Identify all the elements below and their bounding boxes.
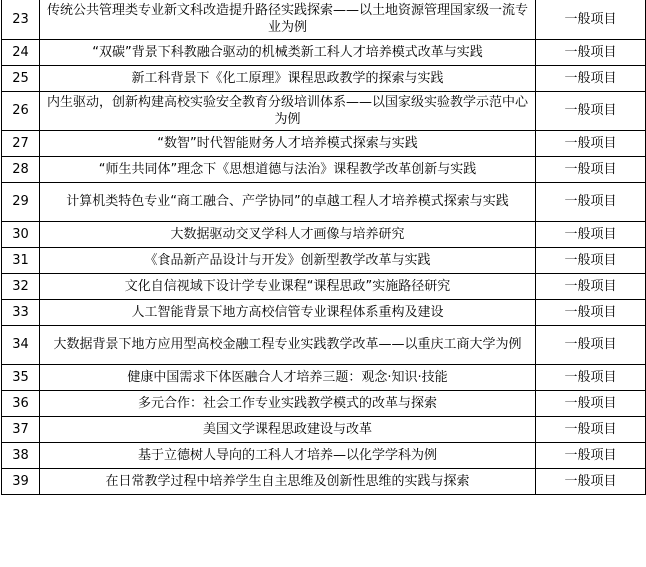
project-title: 基于立德树人导向的工科人才培养—以化学学科为例 [40, 442, 536, 468]
project-category: 一般项目 [536, 65, 646, 91]
project-title: 文化自信视域下设计学专业课程“课程思政”实施路径研究 [40, 273, 536, 299]
project-category: 一般项目 [536, 325, 646, 364]
project-title: 新工科背景下《化工原理》课程思政教学的探索与实践 [40, 65, 536, 91]
row-number: 34 [2, 325, 40, 364]
table-row [2, 325, 646, 364]
row-number: 37 [2, 416, 40, 442]
row-number: 31 [2, 247, 40, 273]
project-category: 一般项目 [536, 91, 646, 130]
row-number: 29 [2, 182, 40, 221]
project-category: 一般项目 [536, 416, 646, 442]
table-row [2, 364, 646, 390]
table-row [2, 65, 646, 91]
table-row [2, 273, 646, 299]
table-row [2, 91, 646, 130]
table-row [2, 221, 646, 247]
project-title: 传统公共管理类专业新文科改造提升路径实践探索——以土地资源管理国家级一流专业为例 [40, 0, 536, 39]
table-row [2, 247, 646, 273]
project-title: 大数据驱动交叉学科人才画像与培养研究 [40, 221, 536, 247]
table-row [2, 299, 646, 325]
table-row [2, 442, 646, 468]
row-number: 32 [2, 273, 40, 299]
row-number: 24 [2, 39, 40, 65]
project-category: 一般项目 [536, 182, 646, 221]
project-category: 一般项目 [536, 273, 646, 299]
project-title: 健康中国需求下体医融合人才培养三题：观念·知识·技能 [40, 364, 536, 390]
table-row [2, 468, 646, 494]
table-row [2, 416, 646, 442]
project-title: 内生驱动，创新构建高校实验安全教育分级培训体系——以国家级实验教学示范中心为例 [40, 91, 536, 130]
project-category: 一般项目 [536, 156, 646, 182]
row-number: 38 [2, 442, 40, 468]
project-category: 一般项目 [536, 390, 646, 416]
row-number: 23 [2, 0, 40, 39]
row-number: 25 [2, 65, 40, 91]
table-row [2, 130, 646, 156]
project-category: 一般项目 [536, 221, 646, 247]
project-title: “师生共同体”理念下《思想道德与法治》课程教学改革创新与实践 [40, 156, 536, 182]
project-category: 一般项目 [536, 468, 646, 494]
project-title: 在日常教学过程中培养学生自主思维及创新性思维的实践与探索 [40, 468, 536, 494]
row-number: 35 [2, 364, 40, 390]
table-row [2, 0, 646, 39]
project-category: 一般项目 [536, 130, 646, 156]
table-row [2, 156, 646, 182]
project-category: 一般项目 [536, 442, 646, 468]
project-title: 《食品新产品设计与开发》创新型教学改革与实践 [40, 247, 536, 273]
table-row [2, 390, 646, 416]
table-row [2, 182, 646, 221]
project-category: 一般项目 [536, 39, 646, 65]
project-category: 一般项目 [536, 364, 646, 390]
project-title: “双碳”背景下科教融合驱动的机械类新工科人才培养模式改革与实践 [40, 39, 536, 65]
project-title: 多元合作：社会工作专业实践教学模式的改革与探索 [40, 390, 536, 416]
project-category: 一般项目 [536, 247, 646, 273]
row-number: 36 [2, 390, 40, 416]
project-title: 人工智能背景下地方高校信管专业课程体系重构及建设 [40, 299, 536, 325]
row-number: 28 [2, 156, 40, 182]
row-number: 39 [2, 468, 40, 494]
row-number: 33 [2, 299, 40, 325]
row-number: 27 [2, 130, 40, 156]
project-title: 计算机类特色专业“商工融合、产学协同”的卓越工程人才培养模式探索与实践 [40, 182, 536, 221]
project-category: 一般项目 [536, 299, 646, 325]
project-title: 大数据背景下地方应用型高校金融工程专业实践教学改革——以重庆工商大学为例 [40, 325, 536, 364]
row-number: 30 [2, 221, 40, 247]
project-title: “数智”时代智能财务人才培养模式探索与实践 [40, 130, 536, 156]
table-row [2, 39, 646, 65]
row-number: 26 [2, 91, 40, 130]
project-title: 美国文学课程思政建设与改革 [40, 416, 536, 442]
project-table [1, 0, 646, 495]
project-category: 一般项目 [536, 0, 646, 39]
